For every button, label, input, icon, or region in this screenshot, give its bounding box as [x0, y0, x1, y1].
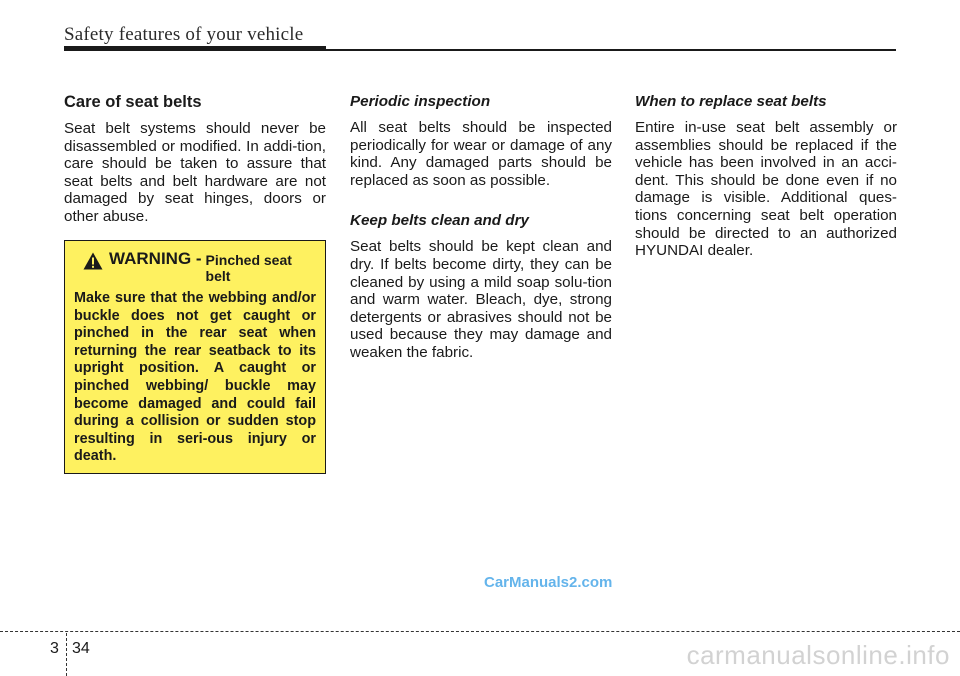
- warning-header: [83, 249, 316, 284]
- warning-triangle-icon: [83, 252, 103, 270]
- warning-label: WARNING -: [109, 249, 202, 268]
- paragraph-care: Seat belt systems should never be disassembled or modified. In addi-tion, care should be taken to assure that seat belts and belt hardware are not damaged by seat hinges, doors or other abuse.: [64, 120, 326, 225]
- footer-rule: [0, 631, 960, 632]
- sub-heading-when-to-replace: When to replace seat belts: [635, 93, 827, 110]
- section-heading-care: Care of seat belts: [64, 93, 202, 111]
- watermark-link[interactable]: CarManuals2.com: [484, 574, 613, 591]
- column-when-to-replace: [635, 92, 897, 260]
- paragraph-when-to-replace: Entire in-use seat belt assembly or assemblies should be replaced if the vehicle has been involved in an acci-dent. This should be done even if no damage is visible. Additional ques-tions concerning seat belt operation should be directed to an authorized HYUNDAI dealer.: [635, 119, 897, 260]
- sub-heading-periodic-inspection: Periodic inspection: [350, 93, 491, 110]
- warning-body: Make sure that the webbing and/or buckle does not get caught or pinched in the rear seat when returning the rear seatback to its upright position. A caught or pinched webbing/ buckle may become damaged and could fail during a collision or sudden stop resulting in seri-ous injury or death.: [74, 290, 316, 465]
- column-care-of-seat-belts: [64, 92, 326, 226]
- header-rule-thick: [64, 46, 326, 51]
- paragraph-periodic-inspection: All seat belts should be inspected periodically for wear or damage of any kind. Any damaged parts should be replaced as soon as possible.: [350, 119, 612, 189]
- paragraph-keep-belts-clean: Seat belts should be kept clean and dry. If belts become dirty, they can be cleaned by using a mild soap solu-tion and warm water. Bleach, dye, strong detergents or abrasives should not be used because they may damage and weaken the fabric.: [350, 238, 612, 361]
- footer-divider: [66, 633, 67, 676]
- footer-chapter-number: 3: [50, 640, 59, 657]
- warning-box: [64, 240, 326, 474]
- header-rule-thin: [326, 49, 896, 51]
- sub-heading-keep-belts-clean: Keep belts clean and dry: [350, 212, 529, 230]
- footer-site-watermark[interactable]: carmanualsonline.info: [686, 640, 950, 670]
- warning-subject: Pinched seat belt: [205, 252, 292, 284]
- column-inspection-cleaning: [350, 92, 612, 362]
- page-header-title: Safety features of your vehicle: [64, 24, 304, 45]
- footer-page-number: 34: [72, 640, 90, 657]
